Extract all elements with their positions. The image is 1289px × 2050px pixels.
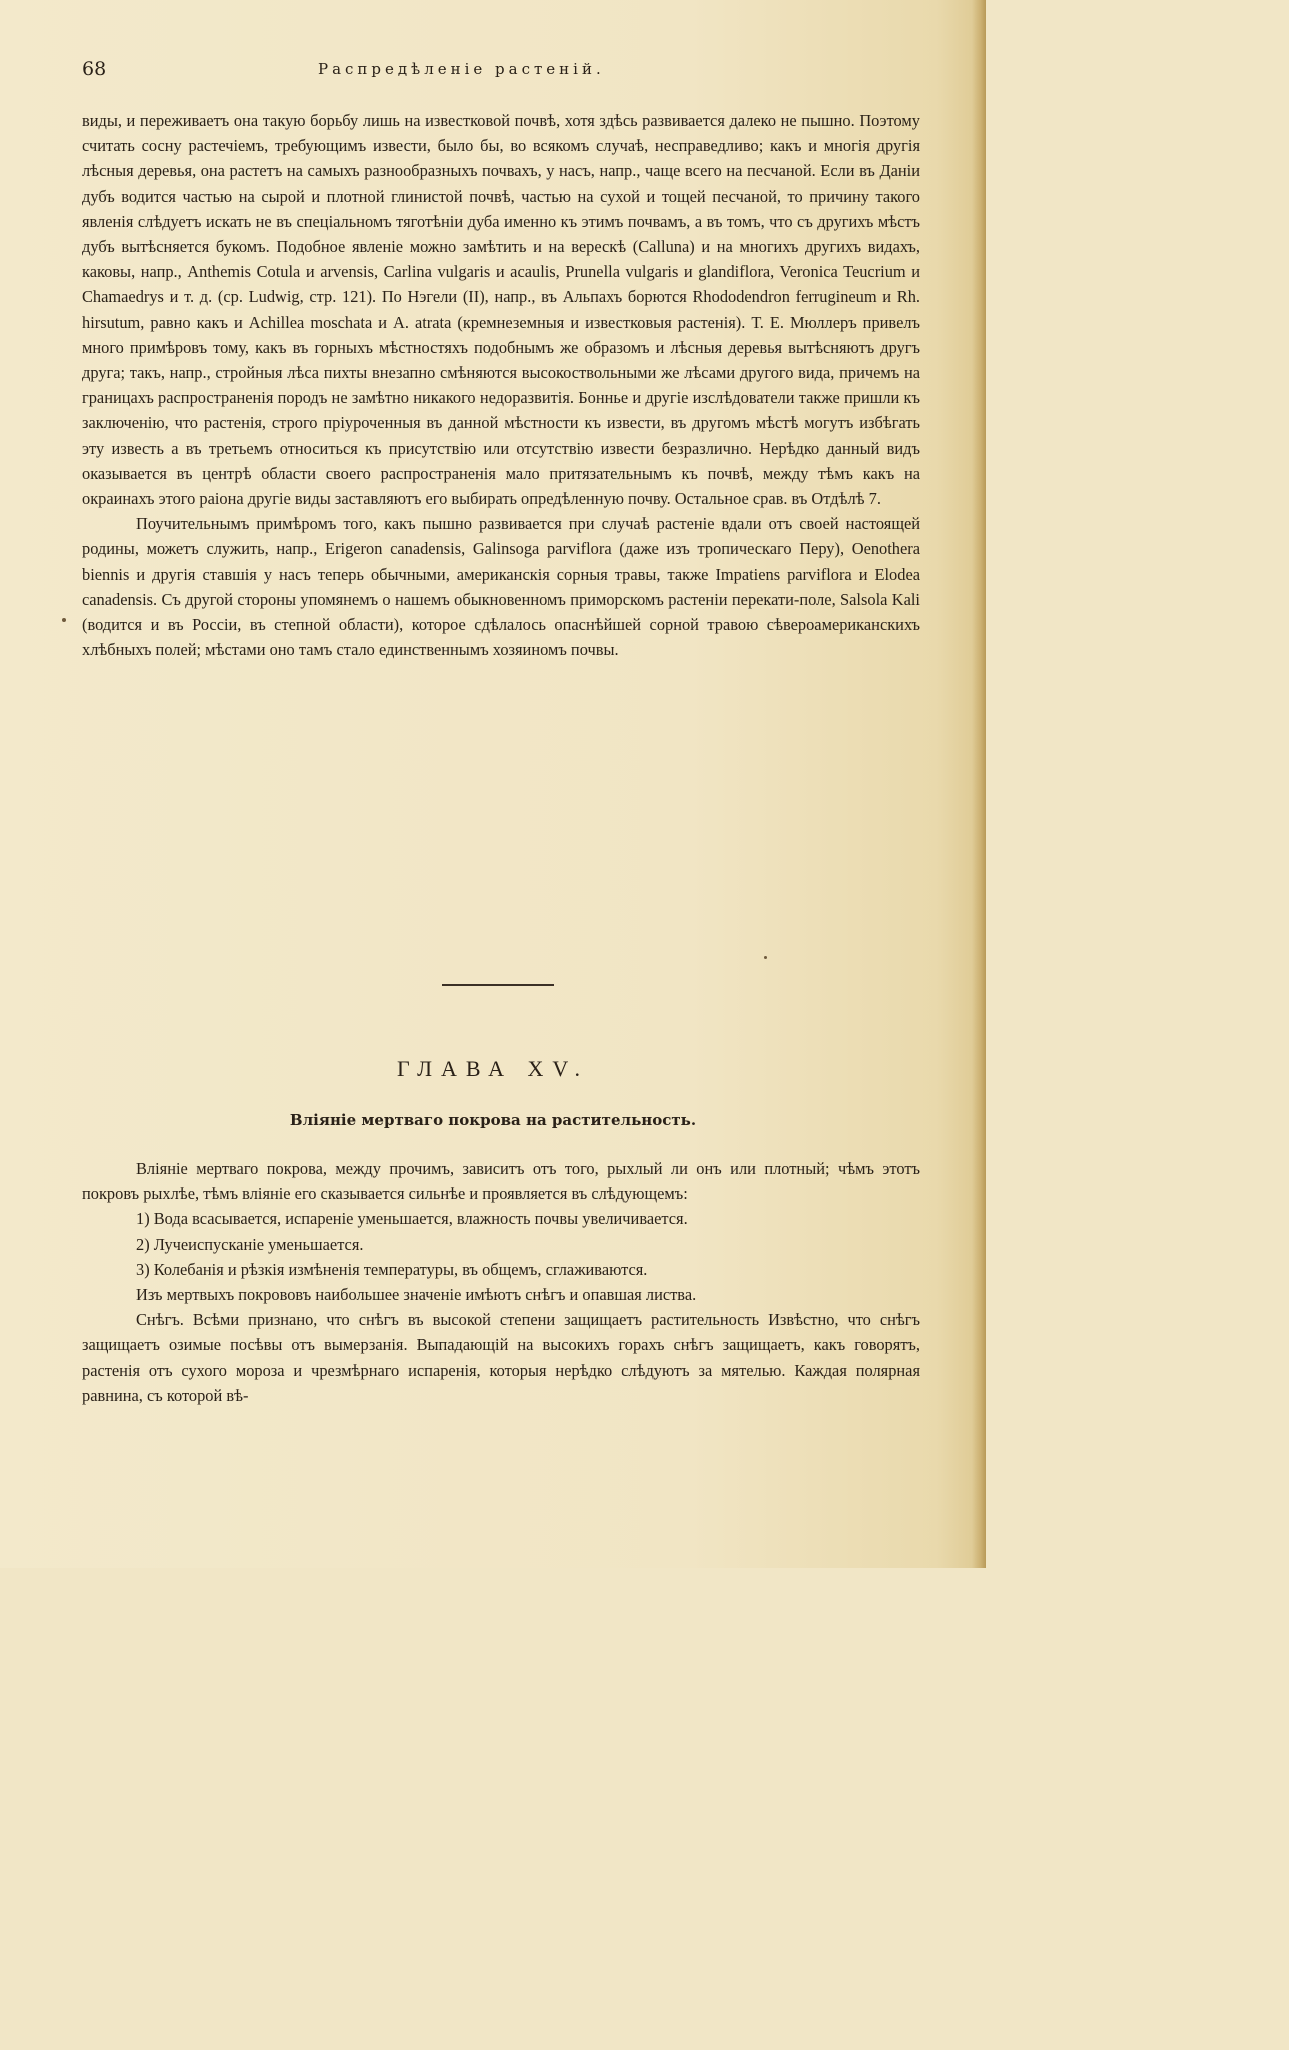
paragraph: Изъ мертвыхъ покрововъ наибольшее значеніе имѣютъ снѣгъ и опавшая листва. [136,1285,697,1305]
running-head: Распредѣленіе растеній. [318,60,605,78]
page-header [82,58,922,88]
paragraph: Снѣгъ. Всѣми признано, что снѣгъ въ высокой степени защищаетъ растительность Извѣстно, что снѣгъ защищаетъ озимые посѣвы отъ вымерзанія. Выпадающій на высокихъ горахъ снѣгъ защищаетъ, какъ говорятъ, растенія отъ сухого мороза и чрезмѣрнаго испаренія, которыя нерѣдко слѣдуютъ за мятелью. Каждая полярная равнина, съ которой вѣ- [82,1310,920,1405]
list-item: 2) Лучеиспусканіе уменьшается. [136,1234,364,1254]
chapter-text [82,1156,920,1408]
chapter-subtitle: Вліяніе мертваго покрова на растительность. [289,1111,697,1129]
print-speck [764,956,767,959]
main-text [82,108,920,662]
paragraph: виды, и переживаетъ она такую борьбу лишь на известковой почвѣ, хотя здѣсь развивается далеко не пышно. Поэтому считать сосну растечіемъ, требующимъ извести, было бы, во всякомъ случаѣ, несправедливо; какъ и многія другія лѣсныя деревья, она растетъ на самыхъ разнообразныхъ почвахъ, у насъ, напр., чаще всего на песчаной. Если въ Даніи дубъ водится частью на сырой и плотной глинистой почвѣ, частью на сухой и тощей песчаной, то причину такого явленія слѣдуетъ искать не въ спеціальномъ тяготѣніи дуба именно къ этимъ почвамъ, а въ томъ, что съ другихъ мѣстъ дубъ вытѣсняется букомъ. Подобное явленіе можно замѣтить и на верескѣ (Calluna) и на многихъ другихъ видахъ, каковы, напр., Anthemis Cotula и arvensis, Carlina vulgaris и acaulis, Prunella vulgaris и glandiflora, Veronica Teucrium и Chamaedrys и т. д. (ср. Ludwig, стр. 121). По Нэгели (II), напр., въ Альпахъ борются Rhododendron ferrugineum и Rh. hirsutum, равно какъ и Achillea moschata и A. atrata (кремнеземныя и известковыя растенія). Т. Е. Мюллеръ привелъ много примѣровъ тому, какъ въ горныхъ мѣстностяхъ подобнымъ же образомъ и лѣсныя деревья вытѣсняютъ другъ друга; такъ, напр., стройныя лѣса пихты внезапно смѣняются высокоствольными же лѣсами другого вида, причемъ на границахъ распространенія породъ не замѣтно никакого недоразвитія. Боннье и другіе изслѣдователи также пришли къ заключенію, что растенія, строго пріуроченныя въ данной мѣстности къ извести, въ другомъ мѣстѣ могутъ избѣгать эту известь а въ третьемъ относиться къ присутствію или отсутствію извести безразлично. Нерѣдко данный видъ оказывается въ центрѣ области своего распространенія мало притязательнымъ къ почвѣ, между тѣмъ какъ на окраинахъ этого раіона другіе виды заставляютъ его выбирать опредѣленную почву. Остальное срав. въ Отдѣлѣ 7. [82,111,920,509]
section-divider [442,984,554,986]
paragraph: Вліяніе мертваго покрова, между прочимъ, зависитъ отъ того, рыхлый ли онъ или плотный; чѣмъ этотъ покровъ рыхлѣе, тѣмъ вліяніе его сказывается сильнѣе и проявляется въ слѣдующемъ: [82,1159,920,1204]
page-number: 68 [82,58,107,80]
list-item: 3) Колебанія и рѣзкія измѣненія температуры, въ общемъ, сглаживаются. [136,1259,648,1279]
chapter-title: ГЛАВА XV. [397,1056,589,1081]
page-edge-shadow [972,0,986,1568]
list-item: 1) Вода всасывается, испареніе уменьшается, влажность почвы увеличивается. [136,1209,688,1229]
print-speck [62,618,66,622]
paragraph: Поучительнымъ примѣромъ того, какъ пышно развивается при случаѣ растеніе вдали отъ своей настоящей родины, можетъ служить, напр., Erigeron canadensis, Galinsoga parviflora (даже изъ тропическаго Перу), Oenothera biennis и другія ставшія у насъ теперь обычными, американскія сорныя травы, также Impatiens parviflora и Elodea canadensis. Съ другой стороны упомянемъ о нашемъ обыкновенномъ приморскомъ растеніи перекати-поле, Salsola Kali (водится и въ Россіи, въ степной области), которое сдѣлалось опаснѣйшей сорной травою сѣвероамериканскихъ хлѣбныхъ полей; мѣстами оно тамъ стало единственнымъ хозяиномъ почвы. [82,514,920,660]
